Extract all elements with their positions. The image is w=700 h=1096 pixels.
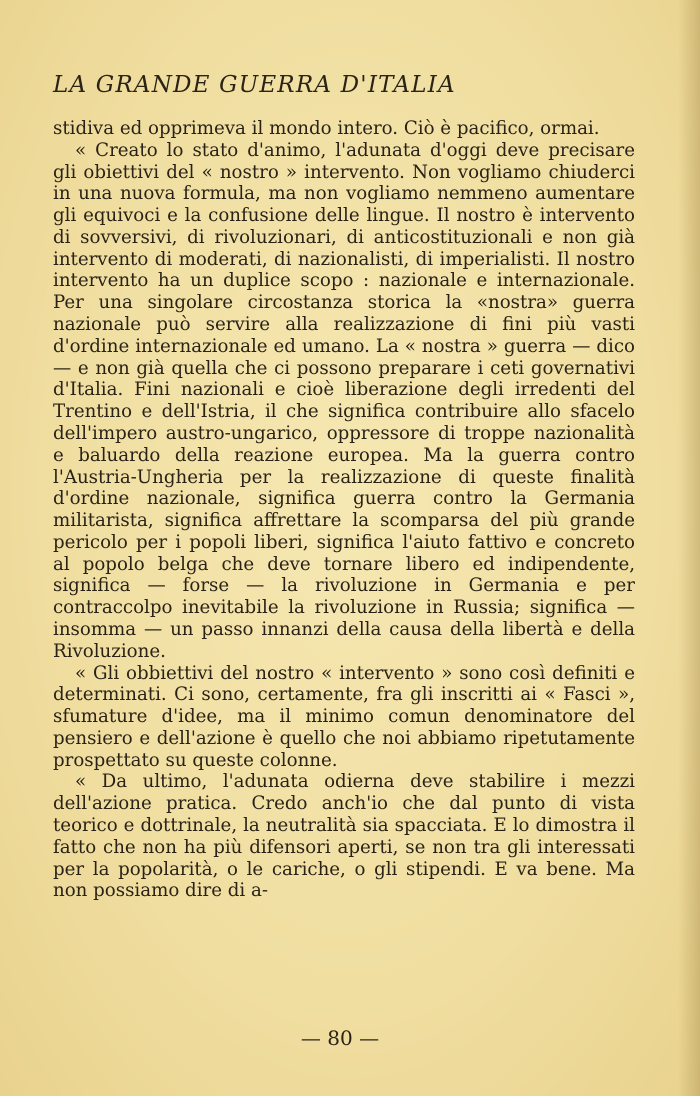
paragraph-objectives-defined: « Gli obbiettivi del nostro « intervento » sono così definiti e determinati. Ci sono, certamente, fra gli inscritti ai « Fasci », sfumature d'idee, ma il minimo comun denominatore del pensiero e dell'azione è quello che noi abbiamo ripetutamente prospettato su queste colonne.	[53, 662, 635, 771]
page-body	[53, 118, 635, 902]
page-edge-shadow	[678, 0, 700, 1096]
running-header: LA GRANDE GUERRA D'ITALIA	[53, 72, 456, 98]
page-number: — 80 —	[300, 1026, 380, 1050]
paragraph-speech-objectives: « Creato lo stato d'animo, l'adunata d'oggi deve precisare gli obiettivi del « nostro » intervento. Non vogliamo chiuderci in una nuova formula, ma non vogliamo nemmeno aumentare gli equivoci e la confusione delle lingue. Il nostro è intervento di sovversivi, di rivoluzionari, di anticostituzionali e non già intervento di moderati, di nazionalisti, di imperialisti. Il nostro intervento ha un duplice scopo : nazionale e internazionale. Per una singolare circostanza storica la «nostra» guerra nazionale può servire alla realizzazione di fini più vasti d'ordine internazionale ed umano. La « nostra » guerra — dico — e non già quella che ci possono preparare i ceti governativi d'Italia. Fini nazionali e cioè liberazione degli irredenti del Trentino e dell'Istria, il che significa contribuire allo sfacelo dell'impero austro-ungarico, oppressore di troppe nazionalità e baluardo della reazione europea. Ma la guerra contro l'Austria-Ungheria per la realizzazione di queste finalità d'ordine nazionale, significa guerra contro la Germania militarista, significa affrettare la scomparsa del più grande pericolo per i popoli liberi, significa l'aiuto fattivo e concreto al popolo belga che deve tornare libero ed indipendente, significa — forse — la rivoluzione in Germania e per contraccolpo inevitabile la rivoluzione in Russia; significa — insomma — un passo innanzi della causa della libertà e della Rivoluzione.	[53, 139, 635, 662]
paragraph-continuation: stidiva ed opprimeva il mondo intero. Ciò è pacifico, ormai.	[53, 118, 600, 139]
paragraph-practical-means: « Da ultimo, l'adunata odierna deve stabilire i mezzi dell'azione pratica. Credo anch'io che dal punto di vista teorico e dottrinale, la neutralità sia spacciata. E lo dimostra il fatto che non ha più difensori aperti, se non tra gli interessati per la popolarità, o le cariche, o gli stipendi. E va bene. Ma non possiamo dire di a-	[53, 771, 635, 902]
